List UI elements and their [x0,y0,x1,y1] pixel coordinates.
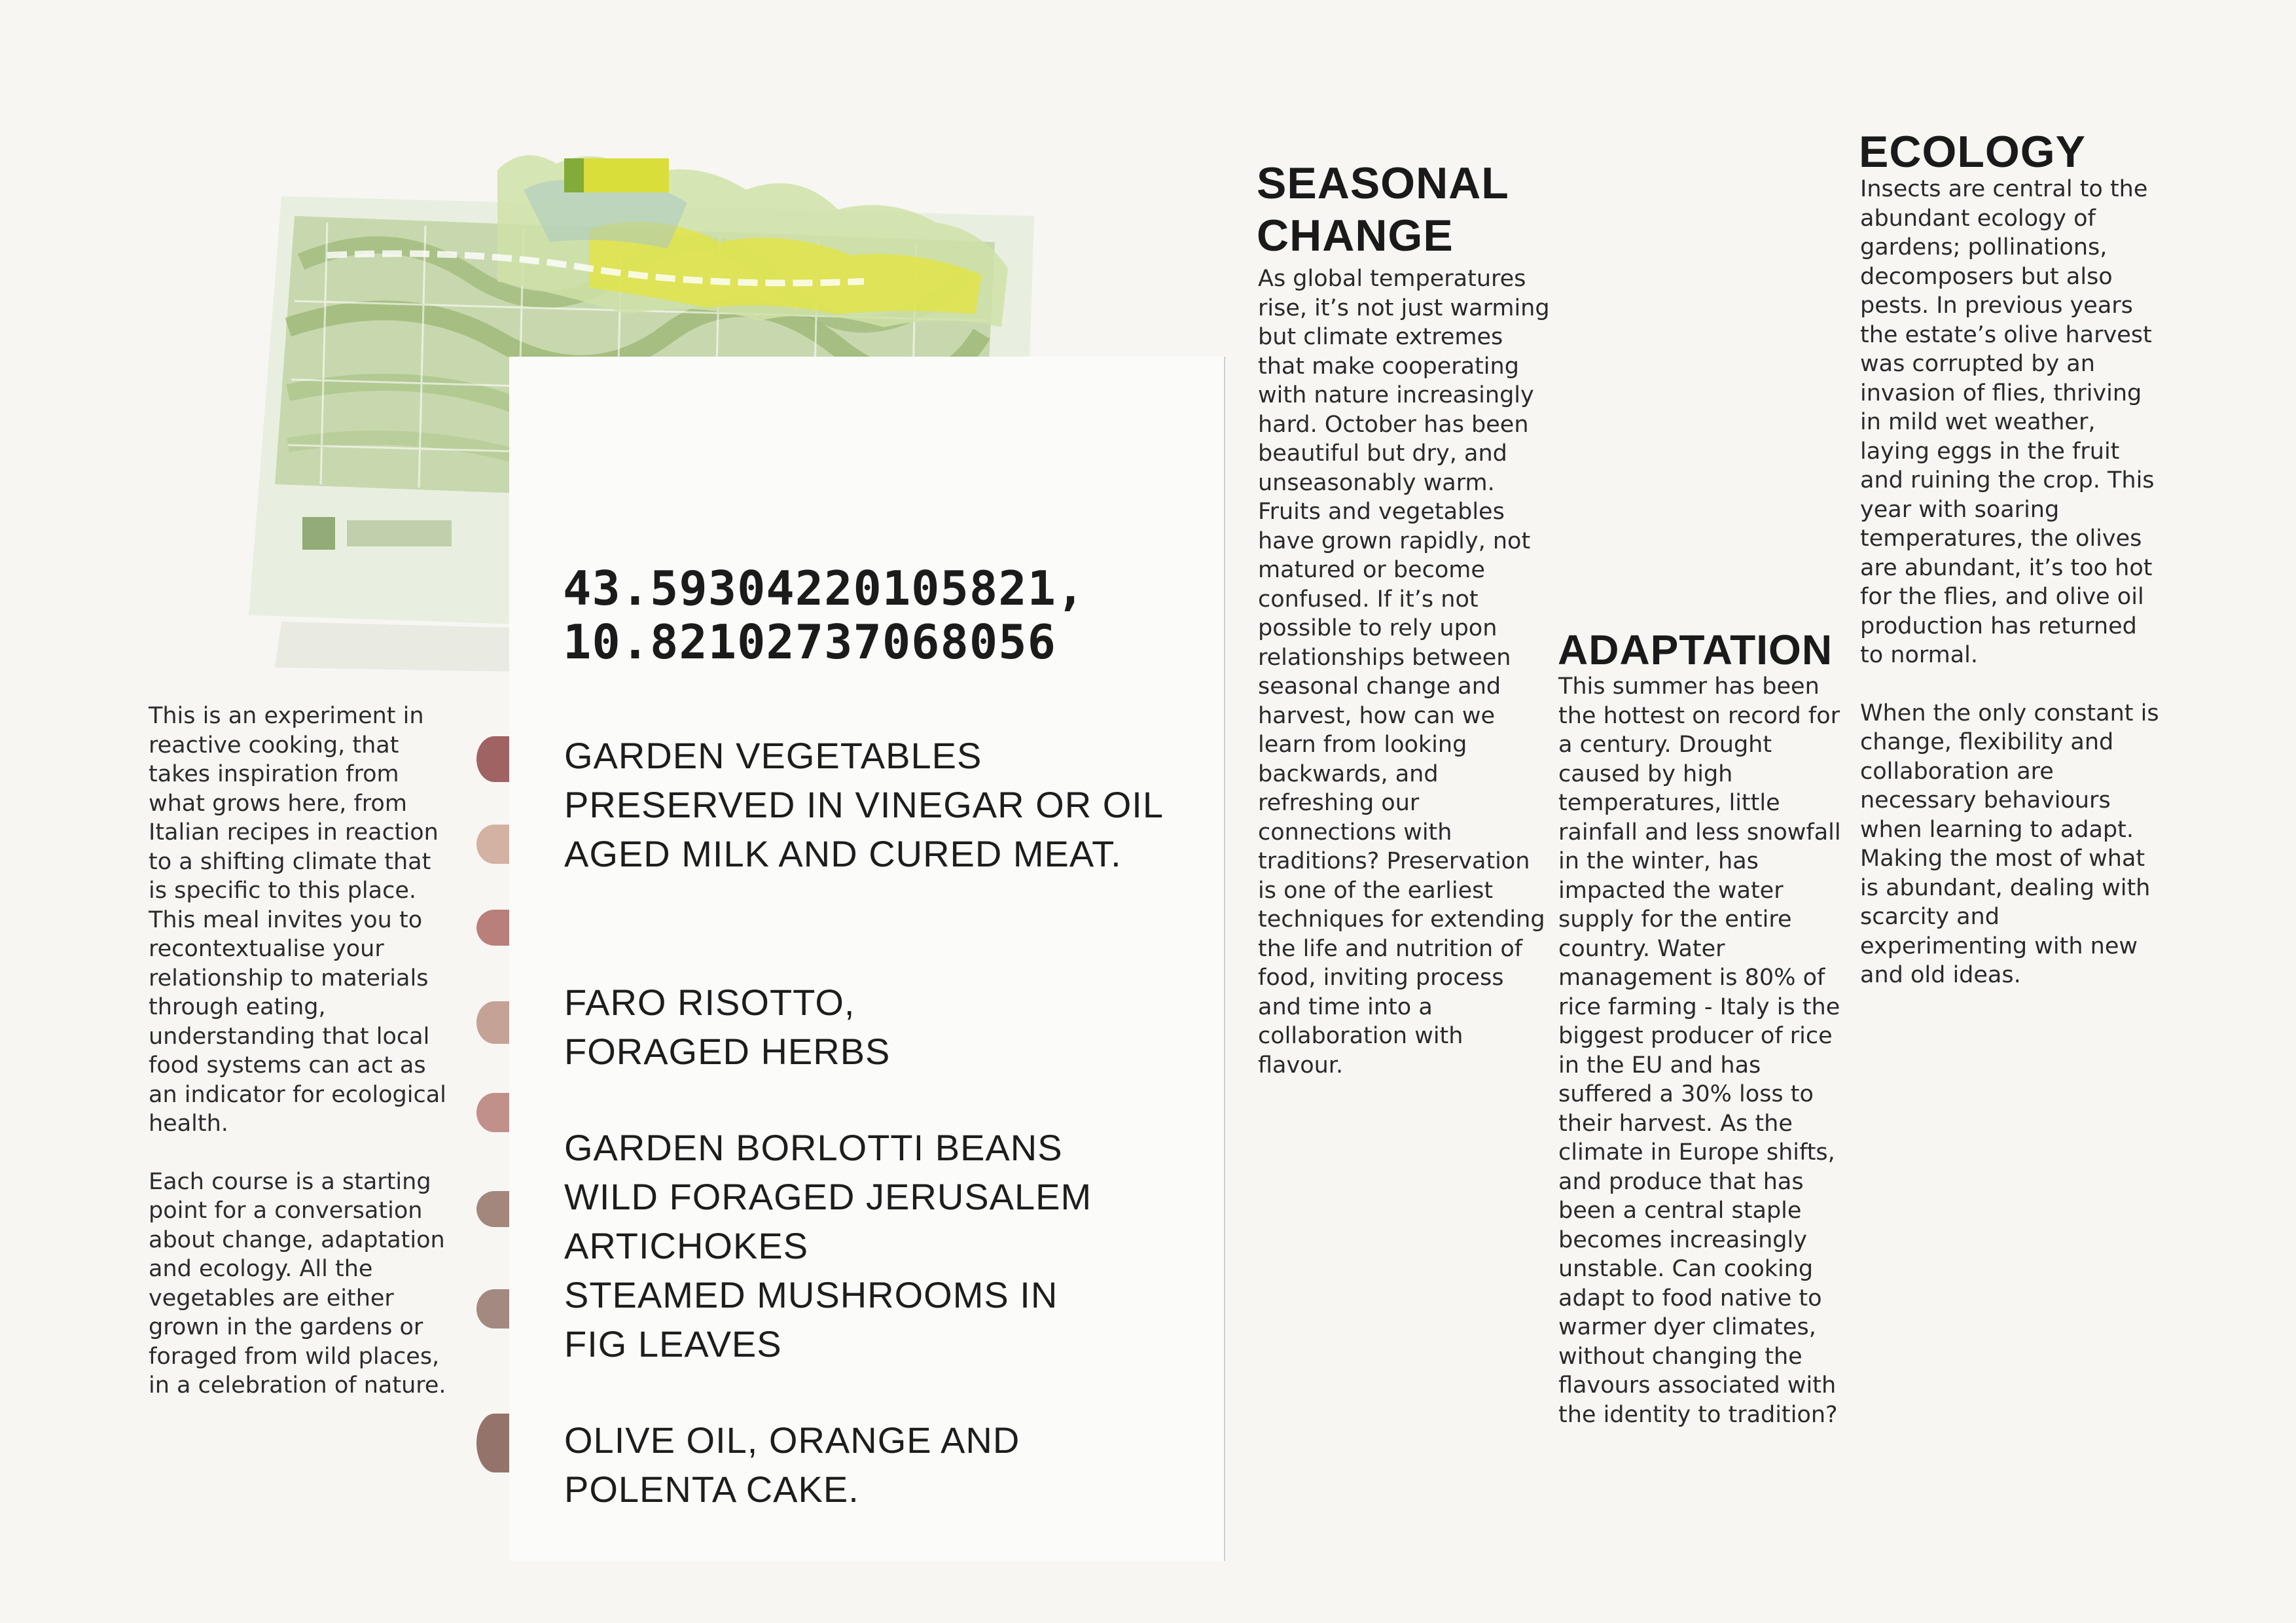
sample-mark [476,1289,512,1329]
ecology-paragraph: When the only constant is change, flexibility and collaboration are necessary behaviours when learning to adapt. Making the most of what is abundant, dealing with scarcity and experimenting with new and old ideas. [1860,700,2159,988]
course-line: GARDEN VEGETABLES [564,735,982,776]
sample-mark [476,910,512,946]
adaptation-text [1558,672,1846,1458]
adaptation-heading: ADAPTATION [1558,626,1833,673]
seasonal-change-text [1258,264,1552,1109]
intro-paragraph: This is an experiment in reactive cooking, that takes inspiration from what grows here, from Italian recipes in reaction to a shifting climate that is specific to this place. This meal invites you to recontextualise your relationship to materials through eating, understanding that local food systems can act as an indicator for ecological health. [149,703,446,1137]
menu-course-2 [564,978,890,1076]
ecology-text [1860,175,2161,1019]
menu-course-4 [564,1416,1020,1514]
course-line: FARO RISOTTO, [564,982,855,1023]
heading-line: CHANGE [1257,211,1454,260]
course-line: POLENTA CAKE. [564,1469,859,1510]
sample-mark [476,1093,512,1132]
intro-paragraph: Each course is a starting point for a conversation about change, adaptation and ecology. All the vegetables are either grown in the gardens or foraged from wild places, in a celebration of nature. [149,1168,446,1399]
intro-text [149,702,456,1429]
adaptation-paragraph: This summer has been the hottest on record for a century. Drought caused by high temperatures, little rainfall and less snowfall in the winter, has impacted the water supply for the entire country. Water management is 80% of rice farming - Italy is the biggest producer of rice in the EU and has suffered a 30% loss to their harvest. As the climate in Europe shifts, and produce that has been a central staple becomes increasingly unstable. Can cooking adapt to food native to warmer dyer climates, without changing the flavours associated with the identity to tradition? [1558,673,1841,1428]
sample-mark [476,1191,512,1227]
menu-course-3 [564,1123,1092,1368]
ecology-heading: ECOLOGY [1859,127,2087,177]
course-line: STEAMED MUSHROOMS IN [564,1274,1058,1315]
ecology-paragraph: Insects are central to the abundant ecology of gardens; pollinations, decomposers but also pests. In previous years the estate’s olive harvest was corrupted by an invasion of flies, thriving in mild wet weather, laying eggs in the fruit and ruining the crop. This year with soaring temperatures, the olives are abundant, it’s too hot for the flies, and olive oil production has returned to normal. [1860,176,2155,668]
sample-mark [476,1001,512,1044]
course-line: OLIVE OIL, ORANGE AND [564,1419,1020,1461]
longitude: 10.82102737068056 [563,615,1056,669]
sample-mark [476,825,512,864]
seasonal-paragraph: As global temperatures rise, it’s not just warming but climate extremes that make cooperating with nature increasingly hard. October has been beautiful but dry, and unseasonably warm. Fruits and vegetables have grown rapidly, not matured or become confused. If it’s not possible to rely upon relationships between seasonal change and harvest, how can we learn from looking backwards, and refreshing our connections with traditions? Preservation is one of the earliest techniques for extending the life and nutrition of food, inviting process and time into a collaboration with flavour. [1258,266,1550,1079]
course-line: FIG LEAVES [564,1323,782,1364]
sample-mark [476,1414,512,1472]
seasonal-change-heading [1257,157,1564,262]
location-coordinates [563,562,1085,669]
course-line: AGED MILK AND CURED MEAT. [564,833,1122,874]
heading-line: SEASONAL [1257,158,1509,208]
course-line: GARDEN BORLOTTI BEANS [564,1127,1063,1168]
course-line: FORAGED HERBS [564,1031,891,1072]
course-line: PRESERVED IN VINEGAR OR OIL [564,784,1164,825]
latitude: 43.59304220105821, [563,561,1086,616]
course-line: WILD FORAGED JERUSALEM [564,1176,1092,1217]
menu-card [509,357,1225,1561]
menu-course-1 [564,731,1164,878]
course-line: ARTICHOKES [564,1225,809,1266]
sample-mark [476,736,512,782]
